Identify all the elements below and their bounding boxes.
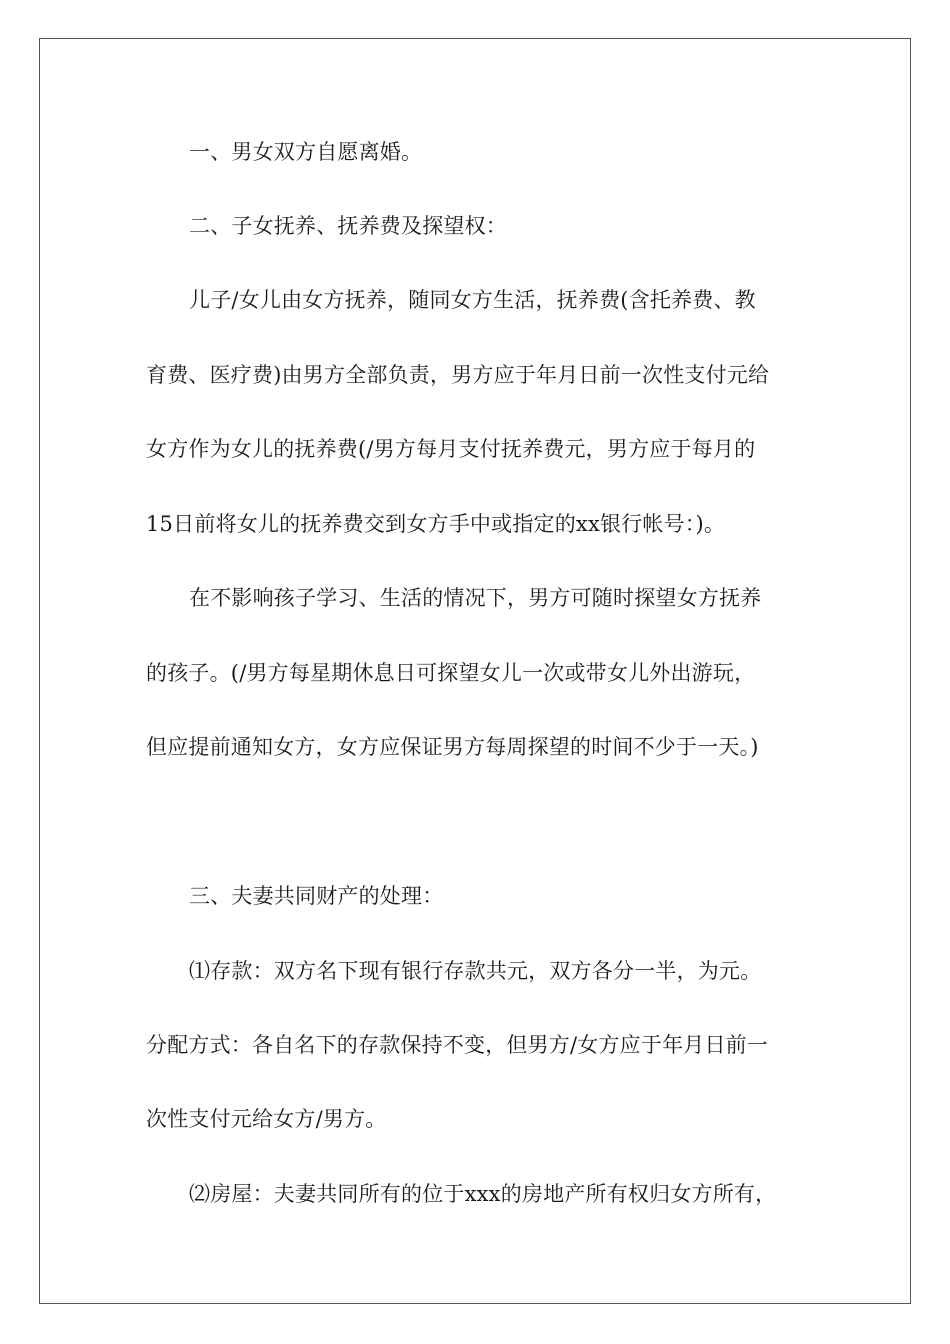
clause-1-heading: 一、男女双方自愿离婚。 <box>189 140 423 164</box>
clause-3-heading: 三、夫妻共同财产的处理： <box>189 884 444 908</box>
paragraph-line: 在不影响孩子学习、生活的情况下，男方可随时探望女方抚养 <box>189 586 762 610</box>
paragraph-line: 女方作为女儿的抚养费(/男方每月支付抚养费元，男方应于每月的 <box>146 437 756 461</box>
paragraph-line: 15日前将女儿的抚养费交到女方手中或指定的xx银行帐号：)。 <box>146 512 726 536</box>
paragraph-line: ⑵房屋：夫妻共同所有的位于xxx的房地产所有权归女方所有， <box>189 1182 777 1206</box>
paragraph-line: 儿子/女儿由女方抚养，随同女方生活，抚养费(含托养费、教 <box>189 288 756 312</box>
paragraph-line: 育费、医疗费)由男方全部负责，男方应于年月日前一次性支付元给 <box>146 363 770 387</box>
paragraph-line: 的孩子。(/男方每星期休息日可探望女儿一次或带女儿外出游玩， <box>146 661 756 685</box>
paragraph-line: 但应提前通知女方，女方应保证男方每周探望的时间不少于一天。) <box>146 735 759 759</box>
paragraph-line: ⑴存款：双方名下现有银行存款共元，双方各分一半，为元。 <box>189 959 762 983</box>
paragraph-line: 次性支付元给女方/男方。 <box>146 1107 387 1131</box>
paragraph-line: 分配方式：各自名下的存款保持不变，但男方/女方应于年月日前一 <box>146 1033 769 1057</box>
clause-2-heading: 二、子女抚养、抚养费及探望权： <box>189 214 507 238</box>
